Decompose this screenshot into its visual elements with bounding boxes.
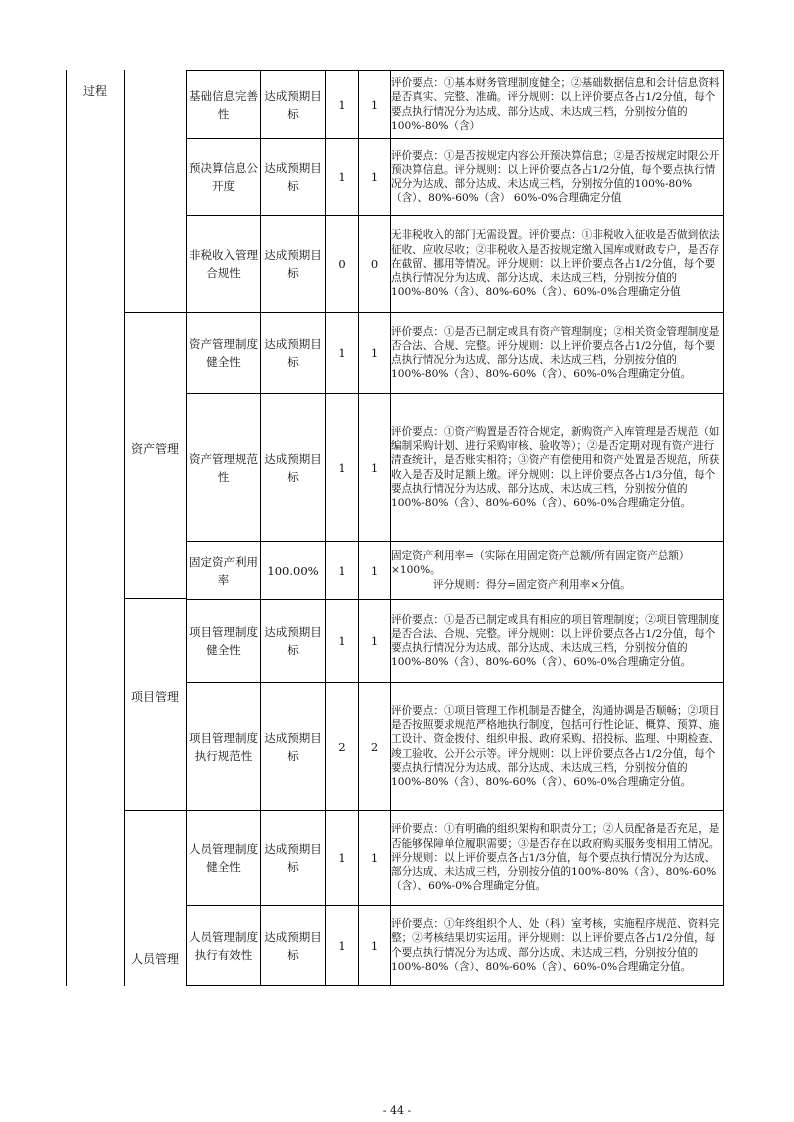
indicator-score: 1: [359, 600, 391, 683]
indicator-weight: 1: [326, 906, 359, 986]
indicator-weight: 1: [326, 811, 359, 906]
table-row: [187, 906, 724, 986]
criteria-formula: 固定资产利用率=（实际在用固定资产总额/所有固定资产总额）×100%。: [391, 550, 690, 577]
indicator-weight: 1: [326, 139, 359, 216]
indicator-target: 达成预期目标: [261, 600, 326, 683]
category-asset-management: 资产管理: [130, 442, 179, 456]
indicator-target: 达成预期目标: [261, 139, 326, 216]
category-personnel-management: 人员管理: [130, 952, 179, 966]
col2-border: [124, 70, 125, 986]
indicator-target: 达成预期目标: [261, 906, 326, 986]
indicator-target: 达成预期目标: [261, 394, 326, 542]
indicator-target: 达成预期目标: [261, 683, 326, 811]
indicator-name: 非税收入管理合规性: [187, 216, 261, 313]
indicator-weight: 0: [326, 216, 359, 313]
indicator-target: 达成预期目标: [261, 313, 326, 394]
indicator-score: 0: [359, 216, 391, 313]
indicator-score: 1: [359, 811, 391, 906]
column1-label: 过程: [82, 84, 107, 98]
indicator-weight: 1: [326, 313, 359, 394]
table-row: [187, 542, 724, 600]
indicator-criteria: 评价要点：①是否已制定或具有相应的项目管理制度；②项目管理制度是否合法、合规、完整。评分规则：以上评价要点各占1/2分值，每个要点执行情况分为达成、部分达成、未达成三档，分别按分值的100%-80%（含）、80%-60%（含）、60%-0%合理确定分值。: [391, 600, 724, 683]
indicator-score: 1: [359, 71, 391, 139]
indicator-name: 资产管理规范性: [187, 394, 261, 542]
table-row: [187, 216, 724, 313]
indicator-criteria: 无非税收入的部门无需设置。评价要点：①非税收入征收是否做到依法征收、应收尽收；②非税收入是否按规定缴入国库或财政专户，是否存在截留、挪用等情况。评分规则：以上评价要点各占1/2分值，每个要点执行情况分为达成、部分达成、未达成三档，分别按分值的100%-80%（含）、80%-60%（含）、60%-0%合理确定分值: [391, 216, 724, 313]
indicator-target: 100.00%: [261, 542, 326, 600]
table-row: [187, 139, 724, 216]
table-row: [187, 71, 724, 139]
indicator-criteria: 评价要点：①年终组织个人、处（科）室考核，实施程序规范、资料完整；②考核结果切实运用。评分规则：以上评价要点各占1/2分值，每个要点执行情况分为达成、部分达成、未达成三档，分别按分值的100%-80%（含）、80%-60%（含）、60%-0%合理确定分值。: [391, 906, 724, 986]
category-project-management: 项目管理: [130, 690, 179, 704]
indicator-weight: 1: [326, 600, 359, 683]
indicator-criteria: [391, 542, 724, 600]
left-border: [66, 70, 67, 986]
indicator-score: 1: [359, 394, 391, 542]
indicator-name: 固定资产利用率: [187, 542, 261, 600]
indicator-weight: 1: [326, 542, 359, 600]
indicator-name: 基础信息完善性: [187, 71, 261, 139]
table-row: [187, 313, 724, 394]
indicator-criteria: 评价要点：①是否按规定内容公开预决算信息；②是否按规定时限公开预决算信息。评分规则：以上评价要点各占1/2分值，每个要点执行情况分为达成、部分达成、未达成三档，分别按分值的100%-80%（含）、80%-60%（含） 60%-0%合理确定分值: [391, 139, 724, 216]
indicator-target: 达成预期目标: [261, 71, 326, 139]
indicator-name: 资产管理制度健全性: [187, 313, 261, 394]
indicator-criteria: 评价要点：①是否已制定或具有资产管理制度；②相关资金管理制度是否合法、合规、完整。评分规则：以上评价要点各占1/2分值，每个要点执行情况分为达成、部分达成、未达成三档，分别按分值的100%-80%（含）、80%-60%（含）、60%-0%合理确定分值。: [391, 313, 724, 394]
table-row: [187, 600, 724, 683]
indicator-weight: 1: [326, 71, 359, 139]
page-number: - 44 -: [382, 1104, 412, 1117]
category-separator: [124, 598, 186, 599]
indicator-target: 达成预期目标: [261, 811, 326, 906]
indicator-name: 人员管理制度健全性: [187, 811, 261, 906]
indicator-criteria: 评价要点：①有明确的组织架构和职责分工；②人员配备是否充足，是否能够保障单位履职需要；③是否存在以政府购买服务变相用工情况。评分规则：以上评价要点各占1/3分值，每个要点执行情况分为达成、部分达成、未达成三档，分别按分值的100%-80%（含）、80%-60%（含）、60%-0%合理确定分值。: [391, 811, 724, 906]
indicator-score: 1: [359, 906, 391, 986]
indicator-score: 1: [359, 313, 391, 394]
indicator-criteria: 评价要点：①资产购置是否符合规定，新购资产入库管理是否规范（如编制采购计划、进行采购审核、验收等）；②是否定期对现有资产进行清查统计，是否账实相符；③资产有偿使用和资产处置是否规范，所获收入是否及时足额上缴。评分规则：以上评价要点各占1/3分值，每个要点执行情况分为达成、部分达成、未达成三档，分别按分值的100%-80%（含）、80%-60%（含）、60%-0%合理确定分值。: [391, 394, 724, 542]
category-separator: [124, 312, 186, 313]
indicator-score: 1: [359, 139, 391, 216]
indicator-score: 2: [359, 683, 391, 811]
table-row: [187, 811, 724, 906]
indicator-name: 项目管理制度执行规范性: [187, 683, 261, 811]
indicator-name: 人员管理制度执行有效性: [187, 906, 261, 986]
category-separator: [124, 810, 186, 811]
indicator-table: [186, 70, 724, 986]
table-row: [187, 683, 724, 811]
indicator-criteria: 评价要点：①项目管理工作机制是否健全，沟通协调是否顺畅；②项目是否按照要求规范严格地执行制度，包括可行性论证、概算、预算、施工设计、资金拨付、组织申报、政府采购、招投标、监理、中期检查、竣工验收、公开公示等。评分规则：以上评价要点各占1/2分值，每个要点执行情况分为达成、部分达成、未达成三档，分别按分值的100%-80%（含）、80%-60%（含）、60%-0%合理确定分值。: [391, 683, 724, 811]
indicator-target: 达成预期目标: [261, 216, 326, 313]
indicator-score: 1: [359, 542, 391, 600]
table-row: [187, 394, 724, 542]
indicator-weight: 2: [326, 683, 359, 811]
indicator-criteria: 评价要点：①基本财务管理制度健全；②基础数据信息和会计信息资料是否真实、完整、准确。评分规则：以上评价要点各占1/2分值，每个要点执行情况分为达成、部分达成、未达成三档，分别按分值的100%-80%（含）: [391, 71, 724, 139]
criteria-scoring-rule: 评分规则：得分=固定资产利用率×分值。: [433, 578, 631, 591]
indicator-weight: 1: [326, 394, 359, 542]
indicator-name: 项目管理制度健全性: [187, 600, 261, 683]
indicator-name: 预决算信息公开度: [187, 139, 261, 216]
